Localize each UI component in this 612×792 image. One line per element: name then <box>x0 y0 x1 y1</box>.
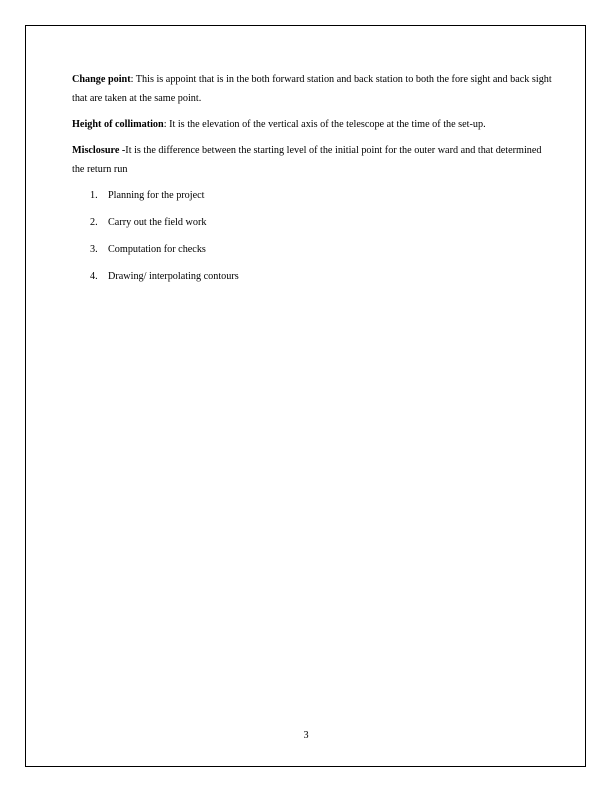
definition-height-of-collimation <box>72 115 552 134</box>
definition-misclosure <box>72 141 552 179</box>
list-item-label: Carry out the field work <box>108 217 207 228</box>
definition-separator: : <box>130 74 136 85</box>
definition-text: This is appoint that is in the both forward station and back station to both the fore sight and back sight that are taken at the same point. <box>72 74 552 104</box>
list-item <box>72 186 552 205</box>
definition-text: It is the difference between the starting level of the initial point for the outer ward and that determined the return run <box>72 145 542 175</box>
list-item-number: 1. <box>90 190 98 201</box>
list-item-number: 3. <box>90 244 98 255</box>
document-body <box>72 70 552 294</box>
list-item-number: 4. <box>90 271 98 282</box>
list-item <box>72 240 552 259</box>
definition-change-point <box>72 70 552 108</box>
procedure-list <box>72 186 552 286</box>
list-item-number: 2. <box>90 217 98 228</box>
definition-text: It is the elevation of the vertical axis of the telescope at the time of the set-up. <box>169 119 486 130</box>
list-item-label: Planning for the project <box>108 190 205 201</box>
definition-separator: : <box>163 119 170 130</box>
list-item-label: Computation for checks <box>108 244 206 255</box>
definition-term: Misclosure - <box>72 145 126 156</box>
definition-term: Change point <box>72 74 131 85</box>
list-item <box>72 267 552 286</box>
page-number: 3 <box>303 730 309 741</box>
definition-term: Height of collimation <box>72 119 164 130</box>
list-item <box>72 213 552 232</box>
list-item-label: Drawing/ interpolating contours <box>108 271 239 282</box>
